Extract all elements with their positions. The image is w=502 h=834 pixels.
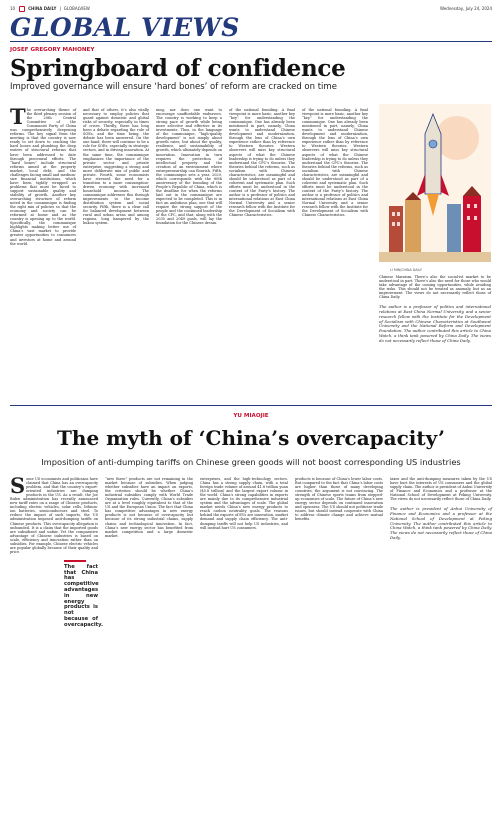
article2-author-bio: The author is president of Anhui University of Finance and Economics and a professor at the National School of Development at Peking University. The author contributed this article to China Watch, a think tank powered by China Daily. The views do not necessarily reflect those of China Daily.	[390, 506, 492, 541]
article2-deck: Imposition of anti-dumping tariffs on Chinese green goods will not boost corresponding US industries	[41, 457, 461, 467]
illustration-rocket-building	[379, 104, 491, 262]
article1-headline: Springboard of confidence	[10, 55, 346, 82]
article1-column-4: of the national founding. A final viewpoint is more basic, another key “key” for understanding the communique. One has already been mentioned in part, namely, China wants to understand Chinese development and modernization, through the lens of China’s own experience rather than by reference to Western theories. Western observers will miss key structural aspects of what the Chinese leadership is trying to do unless they understand the CPC’s theories. The theories behind the reforms, such as socialism with Chinese characteristics, are meaningful and should be understood as part of a coherent and systematic plan. Such efforts must be understood in the context of the Party’s history. The author is a professor of politics and international relations at East China Normal University and a senior research fellow with the Institute for the Development of Socialism with Chinese Characteristics.	[229, 108, 295, 218]
article2-column-4: products is because of China’s lower labor costs. But compared to the fact that China’s labor costs are higher than those of many developing countries, the argument is not convincing. The strength of Chinese sports teams from stepped-up economies of scale. The future of China’s new energy sector depends on continued innovation and openness. The US should not politicize trade issues, but should instead cooperate with China to address climate change and achieve mutual benefits.	[295, 477, 383, 522]
article1-column-5: of the national founding. A final viewpoint is more basic, another key “key” for understanding the communique. One has already been mentioned in part, namely, China wants to understand Chinese development and modernization, through the lens of China’s own experience rather than by reference to Western theories. Western observers will miss key structural aspects of what the Chinese leadership is trying to do unless they understand the CPC’s theories. The theories behind the reforms, such as socialism with Chinese characteristics, are meaningful and should be understood as part of a coherent and systematic plan. Such efforts must be understood in the context of the Party’s history. The author is a professor of politics and international relations at East China Normal University and a senior research fellow with the Institute for the Development of Socialism with Chinese Characteristics.	[302, 108, 368, 218]
article1-author-bio: The author is a professor of politics and international relations at East China Normal University, and a senior research fellow with the Institute for the Development of Socialism with Chinese Characteristics at Southwest University and the National Reform and Development Foundation. The author contributed this article to China Watch, a think tank powered by China Daily. The views do not necessarily reflect those of China Daily.	[379, 304, 491, 343]
pull-quote: The fact that China has competitive advantages in new energy products is not because of overcapacity.	[64, 560, 98, 629]
article1-column-2: and that of others, it’s also vitally necessary to employ policies that guard against domestic and global risks of security, especially in times of crises. Thirdly, there has long been a debate regarding the role of SOEs, and the time being, the debate has been answered. On the one hand, there will continue to be a role for SOEs, especially in strategic sectors, and in driving innovation. At the same time, the communique emphasizes the importance of the private sector and private enterprise, suggesting a strong and more deliberate mix of public and private. Fourth, some economists have stressed the need for a transition to a more consumption-driven economy with increased household incomes. The communique addresses this through improvements to the income distribution system and social security. Fifth, there is a clear call for balanced development between rural and urban areas and among regions, long hampered by the hukou system.	[83, 108, 149, 226]
china-daily-logo-icon	[19, 6, 25, 12]
page-header: 10 CHINA DAILY | GLOBALVIEW Wednesday, July 24, 2024	[10, 6, 492, 11]
article2-author: YU MIAOJIE	[233, 413, 269, 419]
issue-date: Wednesday, July 24, 2024	[440, 6, 492, 11]
illustration-credit: LI MIN/CHINA DAILY	[390, 268, 422, 272]
article2-column-2: “new three” products are not remaining in the market because of subsidies. When judging whether subsidies have an impact on exports, the criterion should be whether China’s industrial subsidies comply with World Trade Organization rules. Currently, China’s subsidies are at a level roughly equivalent to that of the US and the European Union. The fact that China has competitive advantages in new energy products is not because of overcapacity but because of its strong industrial chains, supply chains and technological innovation. In fact, China’s new energy sector has benefited from market competition and a large domestic market.	[105, 477, 193, 538]
pull-quote-bar	[64, 560, 86, 562]
article1-column-6: Chinese Marxism. There’s also the social-ist market to be understood in part. There’s also the need for those who would take advantage of the coming opportunities, while avoiding the risks. This should not be treated as anomaly, but as an improvement. The views do not necessarily reflect those of China Daily. The author is a professor of politics and international relations at East China Normal University, and a senior research fellow with the Institute for the Development of Socialism with Chinese Characteristics at Southwest University and the National Reform and Development Foundation. The author contributed this article to China Watch, a think tank powered by China Daily. The views do not necessarily reflect those of China Daily.	[379, 275, 491, 343]
drop-cap: T	[10, 104, 26, 129]
publication-name: CHINA DAILY	[28, 6, 57, 11]
top-divider	[10, 41, 492, 42]
article2-column-3: enterprises, and the high-technology sectors. China has a strong supply chain, with a total foreign trade volume of around 41.8 trillion yuan ($5.8 trillion) and the largest export volume in the world. China’s strong capabilities in exports are mainly due to its comprehensive industrial system and the advantages of scale. The global market needs China’s new energy products to reach carbon neutrality goals. The reasons behind the exports of EVs are innovation, market demand and supply chain efficiency. The anti-dumping tariffs will not help US industries, and will instead hurt US consumers.	[200, 477, 288, 530]
page-number: 10	[10, 6, 16, 11]
article2-headline: The myth of ‘China’s overcapacity’	[57, 426, 445, 450]
section-title: GLOBAL VIEWS	[10, 13, 240, 42]
article1-column-3: ning, nor does one want to encourage unaffordable endeavors. The country is working to keep a strong pace of growth while being more selective and effective in its investments. Thus, in the language of the communique, “high-quality development” is not simply about growth rates, but about the quality, resilience, and sustainability of growth, which ultimately depends on innovation. Innovation in turn requires the protection of intellectual property and the creation of an environment where entrepreneurship can flourish. Fifth, the communique sets a year, 2029, which corresponds with the 80th anniversary of the founding of the People’s Republic of China, which is the deadline for when the reforms laid out in the communique are expected to be completed. This is in fact an ambitious plan, one that will require the strong support of the people and the continued leadership of the CPC, and that, along with the 2035 and 2049 goals, will lay the foundation for the Chinese dream.	[156, 108, 222, 226]
article1-author: JOSEF GREGORY MAHONEY	[10, 47, 95, 53]
article1-column-1: T he overarching theme of the third plenary session of the 20th Central Committee of the Communist Party of China was comprehensively deepening reforms. The key signal from the meeting is that the country is now ready to set down to cracking the hard bones and plumbing the deep waters of structural reforms that have been addressed to date through piecemeal efforts. The “hard bones” include structural reforms aimed at the property market, local debt, and the challenges facing small and medium-size financial institutions, which have been tightly wrapped as problems that must be faced to support sustainable quality and stability of growth. Another key overarching structure of reform noted in the communique is finding the right mix of policies so that the economy and society can be reformed at home and as the country is opening up to the world. Specifically, the communique highlights making better use of China’s vast market to provide greater opportunities to consumers and investors at home and around the world.	[10, 104, 76, 246]
article2-column-1: S ome US economists and politicians have claimed that China has an overcapacity problem, and that the country’s export-oriented industries are dumping products in the US. As a result, the Joe Biden administration has recently announced new tariff rates on a range of Chinese products, including electric vehicles, solar cells, lithium-ion batteries, semiconductors and steel. To reduce the impact of such imports, the US administration imposed anti-dumping tariffs on Chinese products. This overcapacity allegation is unfounded. It is a claim that the imported goods are subsidized and unfair. Yet the comparative advantage of Chinese industries is based on scale, efficiency and innovation rather than on subsidies. For example, Chinese electric vehicles are popular globally because of their quality and price. The fact that China has competitive advantages in new energy products is not because of overcapacity.	[10, 473, 104, 628]
drop-cap-2: S	[10, 473, 26, 498]
section-label: GLOBALVIEW	[63, 6, 90, 11]
article2-column-5: taxes and the anti-dumping measures taken by the US have hurt the interests of US consumers and the global supply chain. The author is president of Anhui University of Finance and Economics and a professor at the National School of Development at Peking University. The views do not necessarily reflect those of China Daily. The author is president of Anhui University of Finance and Economics and a professor at the National School of Development at Peking University. The author contributed this article to China Watch, a think tank powered by China Daily. The views do not necessarily reflect those of China Daily.	[390, 477, 492, 541]
article1-deck: Improved governance will ensure ‘hard bones’ of reform are cracked on time	[10, 82, 337, 92]
article-divider	[10, 405, 492, 406]
